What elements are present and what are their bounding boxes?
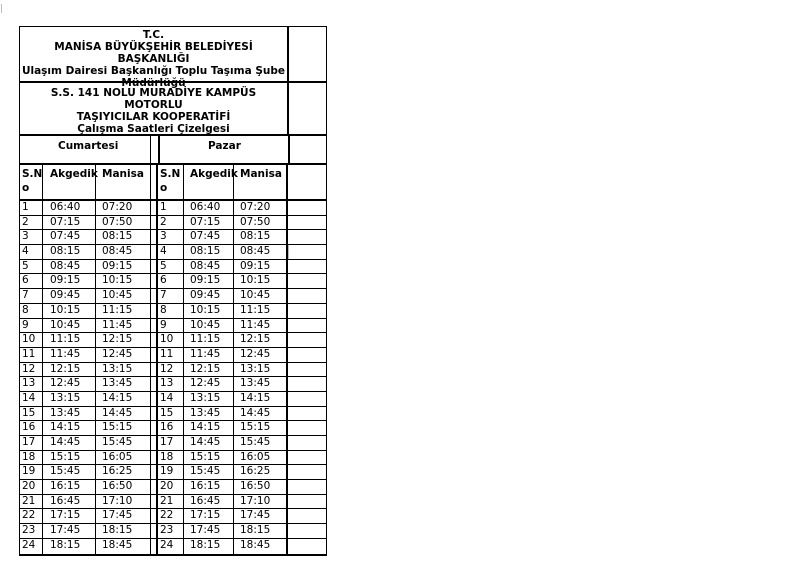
sunday-manisa-time: 11:45: [234, 319, 288, 333]
schedule-title: Çalışma Saatleri Çizelgesi: [77, 123, 230, 135]
saturday-sno: 16: [20, 421, 43, 435]
saturday-akgedik-time: 17:45: [43, 524, 96, 538]
row-separator: [151, 377, 158, 391]
row-spare-cell: [288, 216, 326, 230]
header-spare-cell: [289, 27, 326, 81]
saturday-akgedik-time: 14:45: [43, 436, 96, 450]
sunday-sno: 16: [158, 421, 184, 435]
saturday-sno: 13: [20, 377, 43, 391]
saturday-akgedik-time: 11:45: [43, 348, 96, 362]
col-sno-top: S.N: [22, 168, 43, 180]
sunday-sno: 5: [158, 260, 184, 274]
cooperative-title: [20, 83, 289, 134]
row-spare-cell: [288, 465, 326, 479]
saturday-akgedik-time: 15:45: [43, 465, 96, 479]
sunday-manisa-time: 10:45: [234, 289, 288, 303]
saturday-sno: 20: [20, 480, 43, 494]
day-sunday: Pazar: [160, 136, 290, 163]
row-separator: [151, 260, 158, 274]
col-akgedik-sunday: Akgedik: [184, 165, 234, 199]
sunday-sno: 21: [158, 495, 184, 509]
saturday-manisa-time: 10:45: [96, 289, 151, 303]
header-line-directorate: Müdürlüğü: [121, 77, 186, 89]
sunday-manisa-time: 16:05: [234, 451, 288, 465]
sunday-sno: 2: [158, 216, 184, 230]
saturday-sno: 6: [20, 274, 43, 288]
sunday-sno: 20: [158, 480, 184, 494]
table-row: [20, 304, 326, 319]
row-spare-cell: [288, 539, 326, 554]
table-row: [20, 319, 326, 334]
cooperative-line-2: TAŞIYICILAR KOOPERATİFİ: [76, 111, 231, 123]
sunday-akgedik-time: 10:15: [184, 304, 234, 318]
saturday-sno: 15: [20, 407, 43, 421]
row-spare-cell: [288, 260, 326, 274]
row-separator: [151, 319, 158, 333]
sunday-sno: 3: [158, 230, 184, 244]
saturday-akgedik-time: 14:15: [43, 421, 96, 435]
cooperative-header: [20, 83, 326, 136]
municipality-title: [20, 27, 289, 89]
row-separator: [151, 480, 158, 494]
saturday-manisa-time: 08:45: [96, 245, 151, 259]
sunday-manisa-time: 18:15: [234, 524, 288, 538]
saturday-sno: 23: [20, 524, 43, 538]
col-sno-bottom: o: [160, 182, 168, 194]
table-row: [20, 509, 326, 524]
row-separator: [151, 509, 158, 523]
table-row: [20, 495, 326, 510]
saturday-akgedik-time: 17:15: [43, 509, 96, 523]
row-spare-cell: [288, 230, 326, 244]
sunday-sno: 9: [158, 319, 184, 333]
sunday-akgedik-time: 09:15: [184, 274, 234, 288]
col-akgedik-saturday: Akgedik: [43, 165, 96, 199]
sunday-akgedik-time: 08:45: [184, 260, 234, 274]
sunday-sno: 22: [158, 509, 184, 523]
cooperative-spare-cell: [289, 83, 326, 134]
row-separator: [151, 230, 158, 244]
saturday-manisa-time: 13:45: [96, 377, 151, 391]
row-separator: [151, 392, 158, 406]
table-row: [20, 451, 326, 466]
table-row: [20, 216, 326, 231]
sunday-manisa-time: 10:15: [234, 274, 288, 288]
sunday-sno: 23: [158, 524, 184, 538]
saturday-akgedik-time: 16:45: [43, 495, 96, 509]
row-spare-cell: [288, 524, 326, 538]
sunday-akgedik-time: 16:45: [184, 495, 234, 509]
saturday-sno: 17: [20, 436, 43, 450]
saturday-sno: 19: [20, 465, 43, 479]
row-spare-cell: [288, 245, 326, 259]
row-separator: [151, 363, 158, 377]
saturday-manisa-time: 13:15: [96, 363, 151, 377]
sunday-akgedik-time: 07:15: [184, 216, 234, 230]
row-spare-cell: [288, 495, 326, 509]
saturday-manisa-time: 18:45: [96, 539, 151, 554]
saturday-sno: 8: [20, 304, 43, 318]
sunday-manisa-time: 17:10: [234, 495, 288, 509]
sunday-sno: 24: [158, 539, 184, 554]
table-row: [20, 539, 326, 554]
saturday-akgedik-time: 10:45: [43, 319, 96, 333]
table-row: [20, 289, 326, 304]
sunday-manisa-time: 12:15: [234, 333, 288, 347]
schedule-document: [19, 26, 327, 556]
sunday-akgedik-time: 10:45: [184, 319, 234, 333]
row-separator: [151, 465, 158, 479]
saturday-sno: 21: [20, 495, 43, 509]
row-spare-cell: [288, 304, 326, 318]
saturday-manisa-time: 15:15: [96, 421, 151, 435]
saturday-akgedik-time: 08:45: [43, 260, 96, 274]
sunday-manisa-time: 15:15: [234, 421, 288, 435]
row-separator: [151, 495, 158, 509]
row-separator: [151, 304, 158, 318]
sunday-akgedik-time: 11:15: [184, 333, 234, 347]
sunday-manisa-time: 18:45: [234, 539, 288, 554]
saturday-sno: 10: [20, 333, 43, 347]
col-sno-bottom: o: [22, 182, 30, 194]
sunday-sno: 1: [158, 201, 184, 215]
sunday-sno: 4: [158, 245, 184, 259]
sunday-manisa-time: 17:45: [234, 509, 288, 523]
row-separator: [151, 451, 158, 465]
text-cursor: [1, 4, 2, 13]
sunday-akgedik-time: 17:45: [184, 524, 234, 538]
row-spare-cell: [288, 509, 326, 523]
row-separator: [151, 539, 158, 554]
row-separator: [151, 524, 158, 538]
sunday-manisa-time: 07:20: [234, 201, 288, 215]
saturday-akgedik-time: 10:15: [43, 304, 96, 318]
saturday-sno: 24: [20, 539, 43, 554]
row-spare-cell: [288, 407, 326, 421]
row-spare-cell: [288, 319, 326, 333]
saturday-sno: 2: [20, 216, 43, 230]
saturday-akgedik-time: 11:15: [43, 333, 96, 347]
row-spare-cell: [288, 348, 326, 362]
saturday-sno: 7: [20, 289, 43, 303]
saturday-akgedik-time: 15:15: [43, 451, 96, 465]
saturday-sno: 14: [20, 392, 43, 406]
saturday-manisa-time: 16:25: [96, 465, 151, 479]
municipality-header: [20, 27, 326, 89]
row-separator: [151, 245, 158, 259]
row-separator: [151, 348, 158, 362]
saturday-akgedik-time: 13:15: [43, 392, 96, 406]
col-manisa-saturday: Manisa: [96, 165, 151, 199]
sunday-akgedik-time: 18:15: [184, 539, 234, 554]
saturday-sno: 3: [20, 230, 43, 244]
saturday-manisa-time: 16:50: [96, 480, 151, 494]
row-spare-cell: [288, 392, 326, 406]
cooperative-line-1: S.S. 141 NOLU MURADİYE KAMPÜS MOTORLU: [50, 87, 257, 111]
saturday-sno: 18: [20, 451, 43, 465]
col-sno-top: S.N: [160, 168, 181, 180]
row-spare-cell: [288, 274, 326, 288]
day-saturday: Cumartesi: [20, 136, 151, 163]
sunday-akgedik-time: 11:45: [184, 348, 234, 362]
table-row: [20, 465, 326, 480]
col-separator: [151, 165, 158, 199]
sunday-manisa-time: 08:45: [234, 245, 288, 259]
saturday-akgedik-time: 08:15: [43, 245, 96, 259]
saturday-manisa-time: 07:20: [96, 201, 151, 215]
sunday-akgedik-time: 06:40: [184, 201, 234, 215]
sunday-sno: 17: [158, 436, 184, 450]
sunday-sno: 13: [158, 377, 184, 391]
saturday-akgedik-time: 09:15: [43, 274, 96, 288]
sunday-akgedik-time: 12:15: [184, 363, 234, 377]
header-line-tc: T.C.: [142, 29, 165, 41]
saturday-manisa-time: 14:45: [96, 407, 151, 421]
sunday-sno: 12: [158, 363, 184, 377]
saturday-manisa-time: 12:45: [96, 348, 151, 362]
sunday-sno: 11: [158, 348, 184, 362]
row-spare-cell: [288, 201, 326, 215]
sunday-akgedik-time: 17:15: [184, 509, 234, 523]
saturday-manisa-time: 07:50: [96, 216, 151, 230]
row-separator: [151, 421, 158, 435]
table-row: [20, 230, 326, 245]
saturday-manisa-time: 09:15: [96, 260, 151, 274]
col-sno-saturday: [20, 165, 43, 199]
sunday-manisa-time: 07:50: [234, 216, 288, 230]
table-row: [20, 274, 326, 289]
sunday-sno: 10: [158, 333, 184, 347]
row-separator: [151, 216, 158, 230]
table-row: [20, 363, 326, 378]
sunday-sno: 19: [158, 465, 184, 479]
sunday-sno: 18: [158, 451, 184, 465]
sunday-manisa-time: 08:15: [234, 230, 288, 244]
row-separator: [151, 407, 158, 421]
row-spare-cell: [288, 289, 326, 303]
saturday-manisa-time: 11:45: [96, 319, 151, 333]
day-header-row: [20, 136, 326, 165]
sunday-sno: 14: [158, 392, 184, 406]
saturday-manisa-time: 17:10: [96, 495, 151, 509]
saturday-akgedik-time: 13:45: [43, 407, 96, 421]
table-row: [20, 392, 326, 407]
sunday-akgedik-time: 15:45: [184, 465, 234, 479]
sunday-manisa-time: 11:15: [234, 304, 288, 318]
saturday-sno: 9: [20, 319, 43, 333]
row-separator: [151, 333, 158, 347]
sunday-akgedik-time: 14:15: [184, 421, 234, 435]
table-row: [20, 348, 326, 363]
sunday-manisa-time: 14:45: [234, 407, 288, 421]
saturday-manisa-time: 08:15: [96, 230, 151, 244]
row-separator: [151, 201, 158, 215]
table-row: [20, 407, 326, 422]
saturday-manisa-time: 12:15: [96, 333, 151, 347]
sunday-akgedik-time: 09:45: [184, 289, 234, 303]
row-spare-cell: [288, 363, 326, 377]
saturday-sno: 5: [20, 260, 43, 274]
sunday-akgedik-time: 13:45: [184, 407, 234, 421]
table-row: [20, 436, 326, 451]
table-row: [20, 245, 326, 260]
row-separator: [151, 436, 158, 450]
sunday-manisa-time: 09:15: [234, 260, 288, 274]
saturday-manisa-time: 14:15: [96, 392, 151, 406]
column-header-row: [20, 165, 326, 201]
col-spare: [288, 165, 326, 199]
saturday-akgedik-time: 18:15: [43, 539, 96, 554]
saturday-sno: 1: [20, 201, 43, 215]
sunday-akgedik-time: 16:15: [184, 480, 234, 494]
sunday-manisa-time: 16:50: [234, 480, 288, 494]
saturday-sno: 4: [20, 245, 43, 259]
saturday-akgedik-time: 07:15: [43, 216, 96, 230]
table-row: [20, 333, 326, 348]
sunday-akgedik-time: 15:15: [184, 451, 234, 465]
header-line-department: Ulaşım Dairesi Başkanlığı Toplu Taşıma Şube: [21, 65, 286, 77]
saturday-sno: 22: [20, 509, 43, 523]
row-spare-cell: [288, 421, 326, 435]
day-spare-cell: [290, 136, 326, 163]
sunday-akgedik-time: 12:45: [184, 377, 234, 391]
saturday-akgedik-time: 07:45: [43, 230, 96, 244]
col-manisa-sunday: Manisa: [234, 165, 288, 199]
col-sno-sunday: [158, 165, 184, 199]
sunday-manisa-time: 12:45: [234, 348, 288, 362]
table-row: [20, 377, 326, 392]
saturday-sno: 11: [20, 348, 43, 362]
sunday-manisa-time: 13:15: [234, 363, 288, 377]
table-row: [20, 201, 326, 216]
sunday-akgedik-time: 08:15: [184, 245, 234, 259]
saturday-manisa-time: 10:15: [96, 274, 151, 288]
schedule-rows: [20, 201, 326, 554]
table-row: [20, 421, 326, 436]
sunday-sno: 8: [158, 304, 184, 318]
saturday-akgedik-time: 12:15: [43, 363, 96, 377]
sunday-manisa-time: 14:15: [234, 392, 288, 406]
header-line-municipality: MANİSA BÜYÜKŞEHİR BELEDİYESİ BAŞKANLIĞI: [54, 41, 253, 65]
row-spare-cell: [288, 451, 326, 465]
saturday-manisa-time: 16:05: [96, 451, 151, 465]
row-spare-cell: [288, 480, 326, 494]
day-separator: [151, 136, 160, 163]
saturday-sno: 12: [20, 363, 43, 377]
saturday-akgedik-time: 06:40: [43, 201, 96, 215]
saturday-akgedik-time: 12:45: [43, 377, 96, 391]
saturday-manisa-time: 18:15: [96, 524, 151, 538]
sunday-akgedik-time: 14:45: [184, 436, 234, 450]
row-separator: [151, 274, 158, 288]
table-row: [20, 260, 326, 275]
saturday-manisa-time: 17:45: [96, 509, 151, 523]
row-spare-cell: [288, 377, 326, 391]
sunday-sno: 7: [158, 289, 184, 303]
row-spare-cell: [288, 333, 326, 347]
saturday-manisa-time: 11:15: [96, 304, 151, 318]
sunday-sno: 6: [158, 274, 184, 288]
row-separator: [151, 289, 158, 303]
sunday-akgedik-time: 13:15: [184, 392, 234, 406]
sunday-akgedik-time: 07:45: [184, 230, 234, 244]
saturday-akgedik-time: 09:45: [43, 289, 96, 303]
saturday-akgedik-time: 16:15: [43, 480, 96, 494]
saturday-manisa-time: 15:45: [96, 436, 151, 450]
sunday-manisa-time: 15:45: [234, 436, 288, 450]
sunday-manisa-time: 16:25: [234, 465, 288, 479]
table-row: [20, 524, 326, 539]
row-spare-cell: [288, 436, 326, 450]
table-row: [20, 480, 326, 495]
sunday-sno: 15: [158, 407, 184, 421]
sunday-manisa-time: 13:45: [234, 377, 288, 391]
